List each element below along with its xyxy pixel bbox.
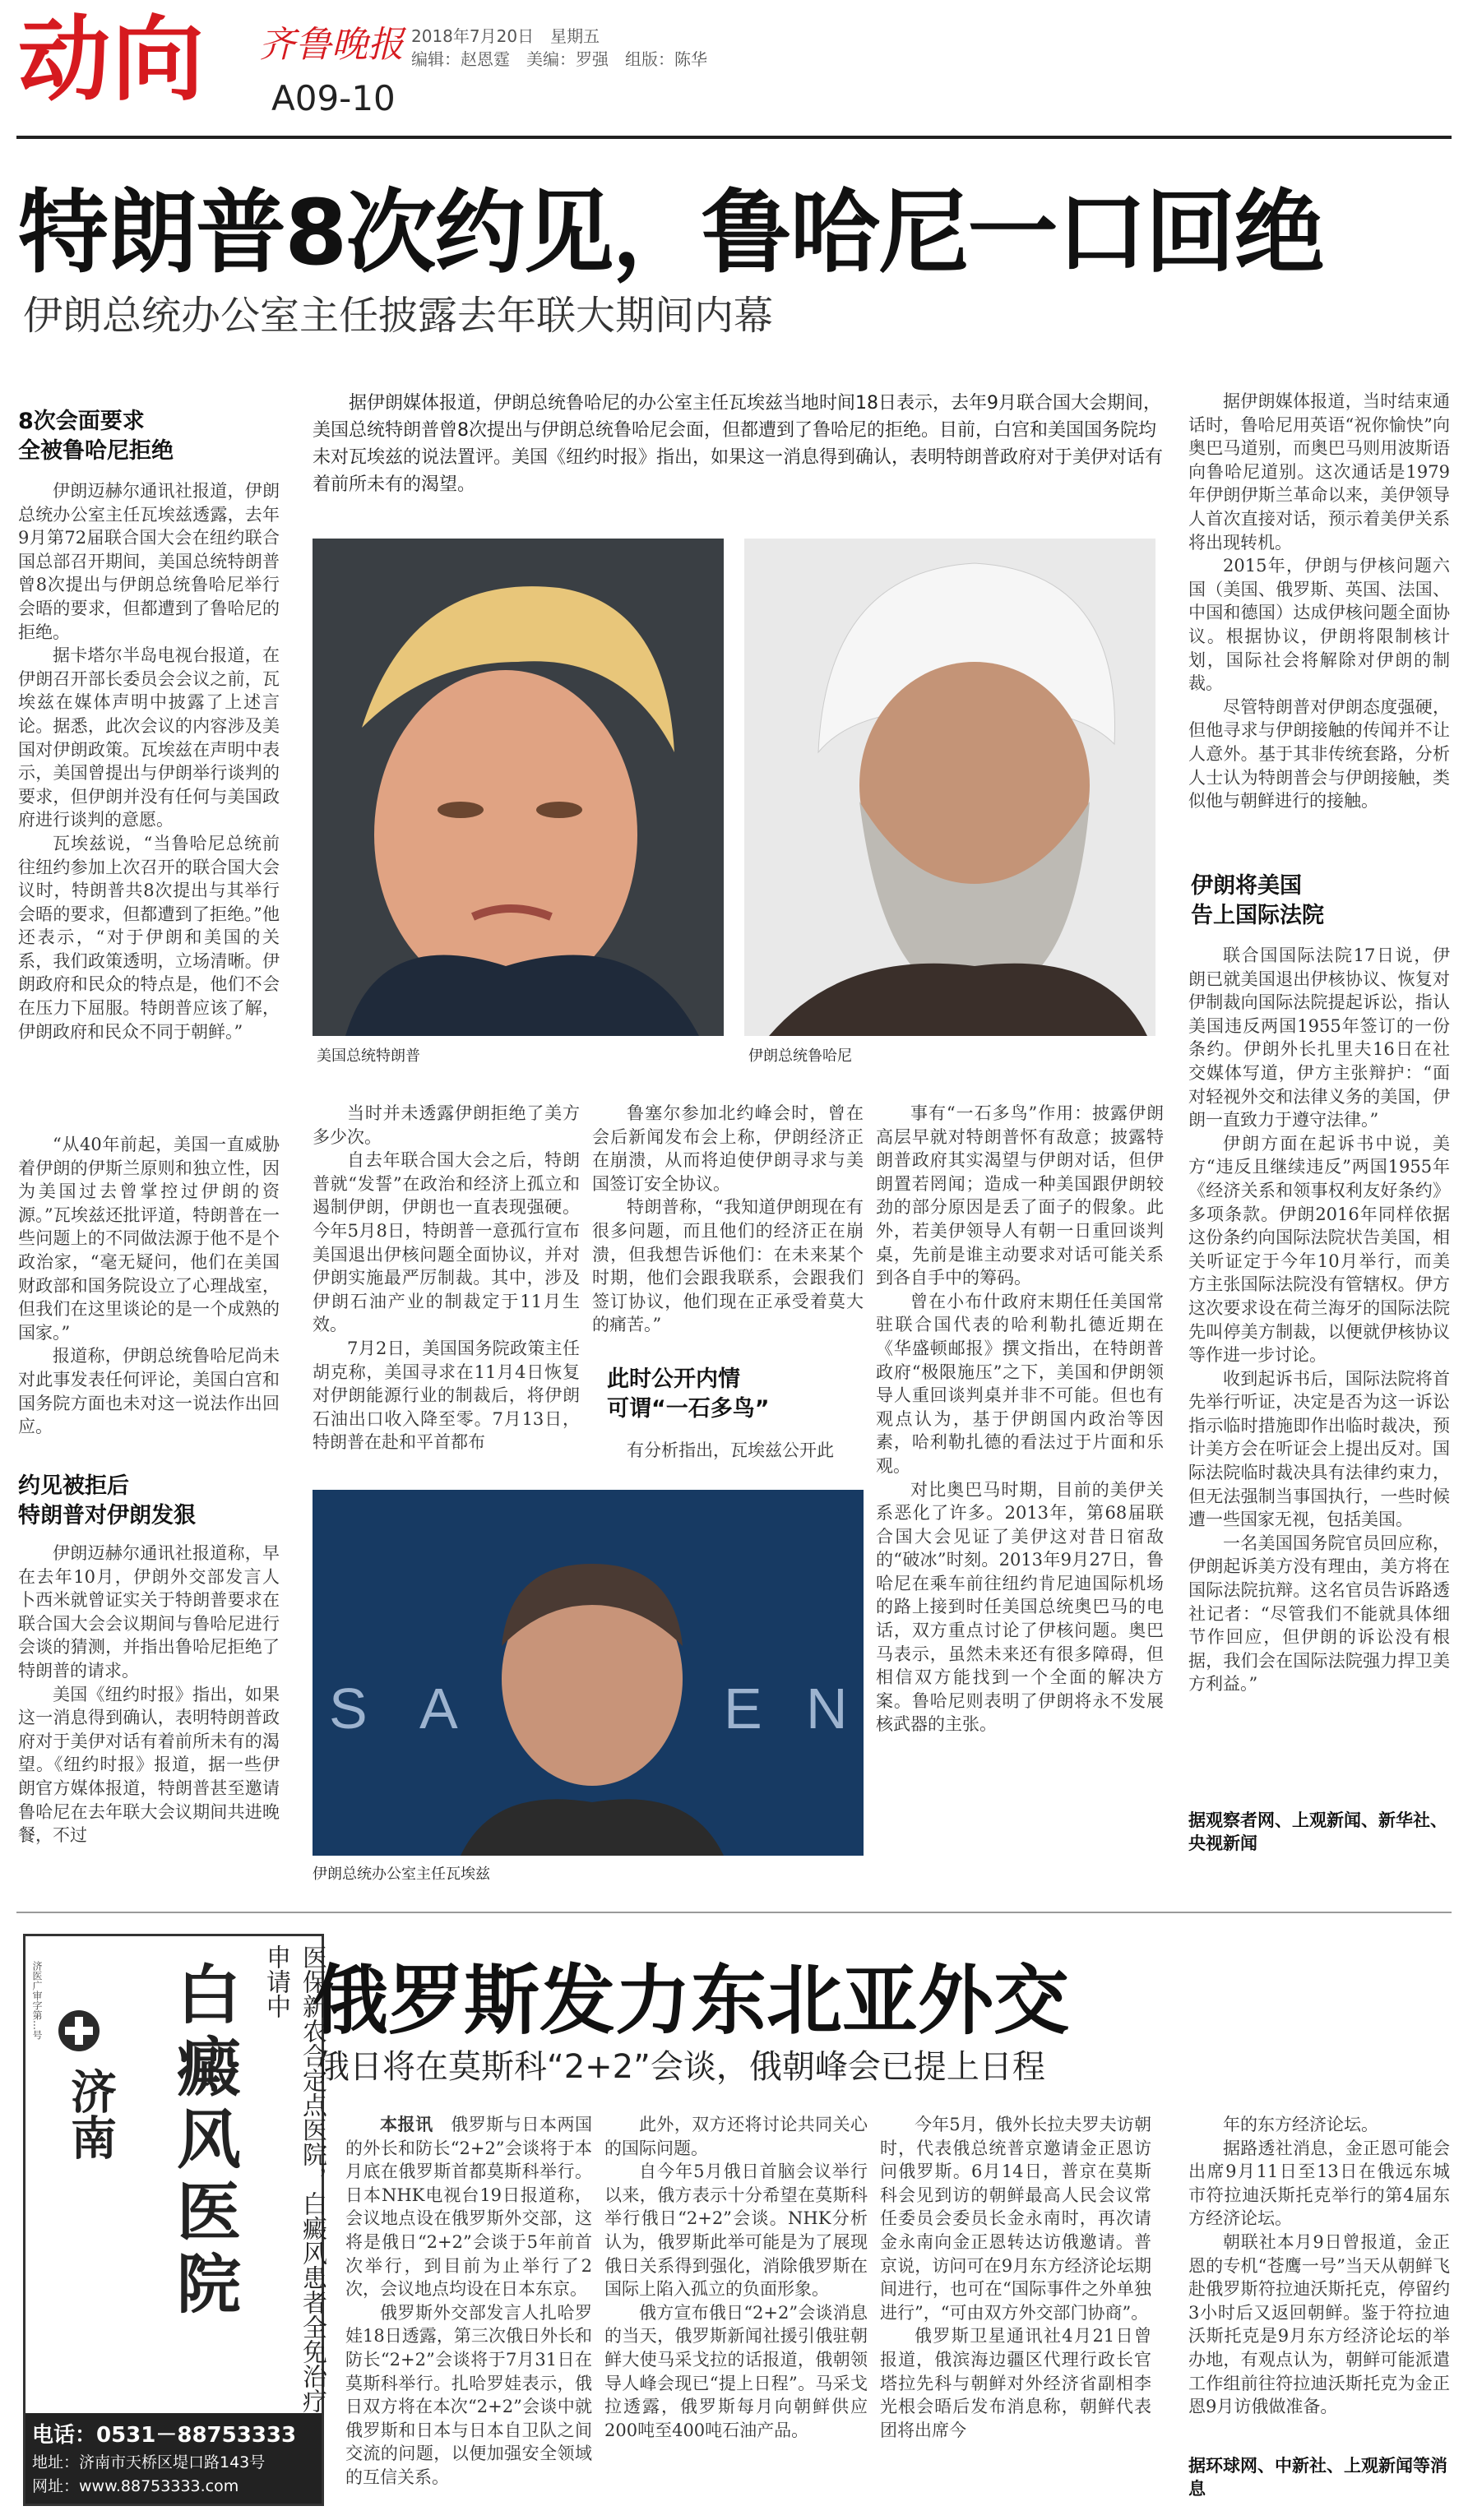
- main-subheadline: 伊朗总统办公室主任披露去年联大期间内幕: [23, 293, 774, 339]
- col1-subheading: [18, 407, 281, 466]
- ad-license-text: 济医广审字第…号: [31, 1961, 43, 2040]
- story2-col2: [604, 2113, 868, 2499]
- lead-text: 据伊朗媒体报道，伊朗总统鲁哈尼的办公室主任瓦埃兹当地时间18日表示，去年9月联合国大会期间，美国总统特朗普曾8次提出与伊朗总统鲁哈尼会面，但都遭到了鲁哈尼的拒绝。目前，白宫和美国国务院均未对瓦埃兹的说法置评。美国《纽约时报》指出，如果这一消息得到确认，表明特朗普政府对于美伊对话有着前所未有的渴望。: [313, 393, 1164, 495]
- vaezi-portrait: [313, 1490, 864, 1856]
- svg-text:N: N: [806, 1676, 848, 1741]
- section-title: 动向: [18, 7, 206, 113]
- paragraph: 报道称，伊朗总统鲁哈尼尚未对此事发表任何评论，美国白宫和国务院方面也未对这一说法作出回应。: [18, 1346, 280, 1437]
- svg-text:S: S: [329, 1676, 368, 1741]
- col1-subheading-line2: 全被鲁哈尼拒绝: [18, 438, 174, 464]
- paragraph: 据伊朗媒体报道，当时结束通话时，鲁哈尼用英语“祝你愉快”向奥巴马道别，而奥巴马则用波斯语向鲁哈尼道别。这次通话是1979年伊朗伊斯兰革命以来，美伊领导人首次直接对话，预示着美伊关系将出现转机。: [1188, 391, 1450, 553]
- rouhani-portrait: [744, 539, 1155, 1036]
- paragraph-text: 俄罗斯与日本两国的外长和防长“2+2”会谈将于本月底在俄罗斯首都莫斯科举行。日本NHK电视台19日报道称，会议地点设在俄罗斯外交部，这将是俄日“2+2”会谈于5年前首次举行，到目前为止举行了2次，会议地点均设在日本东京。: [345, 2115, 592, 2300]
- paragraph: 对比奥巴马时期，目前的美伊关系恶化了许多。2013年，第68届联合国大会见证了美伊这对昔日宿敌的“破冰”时刻。2013年9月27日，鲁哈尼在乘车前往纽约肯尼迪国际机场的路上接到时任美国总统奥巴马的电话，双方重点讨论了伊核问题。奥巴马表示，虽然未来还有很多障碍，但相信双方能找到一个全面的解决方案。鲁哈尼则表明了伊朗将永不发展核武器的主张。: [876, 1479, 1164, 1735]
- header-rule: [16, 136, 1452, 139]
- col1-body-c: [18, 1542, 280, 1866]
- photo-rouhani: [744, 539, 1155, 1036]
- paragraph: 年的东方经济论坛。: [1223, 2115, 1378, 2134]
- col3-subheading-line2: 可谓“一石多鸟”: [607, 1396, 770, 1422]
- paragraph: 曾在小布什政府末期任任美国常驻联合国代表的哈利勒扎德近期在《华盛顿邮报》撰文指出，在特朗普政府“极限施压”之下，美国和伊朗领导人重回谈判桌并非不可能。但也有观点认为，基于伊朗国内政治等因素，哈利勒扎德的看法过于片面和乐观。: [876, 1291, 1164, 1476]
- section-divider: [16, 1912, 1452, 1913]
- paragraph: 此外，双方还将讨论共同关心的国际问题。: [604, 2115, 868, 2158]
- caption-trump: 美国总统特朗普: [317, 1047, 420, 1065]
- hospital-ad: [23, 1934, 324, 2506]
- col1-body-b: [18, 1133, 280, 1462]
- ad-phone: 电话：0531－88753333: [32, 2423, 297, 2448]
- paragraph: 俄罗斯外交部发言人扎哈罗娃18日透露，第三次俄日外长和防长“2+2”会谈将于7月31日在莫斯科举行。扎哈罗娃表示，俄日双方将在本次“2+2”会谈中就俄罗斯和日本与日本自卫队之间交流的问题，以便加强安全领域的互信关系。: [345, 2302, 592, 2487]
- col3-body: [592, 1102, 864, 1348]
- ad-license: [30, 1961, 44, 2421]
- paragraph: 据卡塔尔半岛电视台报道，在伊朗召开部长委员会会议之前，瓦埃兹在媒体声明中披露了上述言论。据悉，此次会议的内容涉及美国对伊朗政策。瓦埃兹在声明中表示，美国曾提出与伊朗举行谈判的要求，但伊朗并没有任何与美国政府进行谈判的意愿。: [18, 645, 280, 830]
- ad-address: 地址：济南市天桥区堤口路143号: [32, 2453, 266, 2471]
- newspaper-logo: 齐鲁晚报: [259, 24, 404, 66]
- photo-vaezi: [313, 1490, 864, 1856]
- col3-subheading-line1: 此时公开内情: [607, 1366, 740, 1392]
- ad-contact-panel: [25, 2413, 322, 2504]
- paragraph: [345, 2113, 592, 2301]
- col1-subheading-2: [18, 1472, 281, 1531]
- story1-source: 据观察者网、上观新闻、新华社、央视新闻: [1188, 1810, 1447, 1853]
- col3-subheading: [607, 1365, 870, 1424]
- staff-credits: 编辑：赵恩霆 美编：罗强 组版：陈华: [411, 49, 707, 69]
- story2-headline: 俄罗斯发力东北亚外交: [313, 1957, 1070, 2045]
- paragraph: 俄方宣布俄日“2+2”会谈消息的当天，俄罗斯新闻社援引俄驻朝鲜大使马采戈拉的话报道，俄朝领导人峰会现已“提上日程”。马采戈拉透露，俄罗斯每月向朝鲜供应200吨至400吨石油产品。: [604, 2302, 868, 2440]
- paragraph: “从40年前起，美国一直威胁着伊朗的伊斯兰原则和独立性，因为美国过去曾掌控过伊朗的资源。”瓦埃兹还批评道，特朗普在一些问题上的不同做法源于他不是个政治家，“毫无疑问，他们在美国财政部和国务院设立了心理战室，但我们在这里谈论的是一个成熟的国家。”: [18, 1135, 280, 1343]
- paragraph: 俄罗斯卫星通讯社4月21日曾报道，俄滨海边疆区代理行政长官塔拉先科与朝鲜对外经济省副相李光根会晤后发布消息称，朝鲜代表团将出席今: [880, 2326, 1151, 2440]
- main-headline: 特朗普8次约见，鲁哈尼一口回绝: [18, 180, 1323, 285]
- paragraph: 事有“一石多鸟”作用：披露伊朗高层早就对特朗普怀有敌意；披露特朗普政府其实渴望与伊朗对话，但伊朗置若罔闻；造成一种美国跟伊朗较劲的部分原因是丢了面子的假象。此外，若美伊领导人有朝一日重回谈判桌，先前是谁主动要求对话可能关系到各自手中的筹码。: [876, 1103, 1164, 1288]
- hospital-logo-icon: [58, 2010, 100, 2051]
- date: 2018年7月20日: [411, 26, 535, 46]
- paragraph: 伊朗方面在起诉书中说，美方“违反且继续违反”两国1955年《经济关系和领事权利友好条约》多项条款。伊朗2016年同样依据这份条约向国际法院状告美国，相关听证定于今年10月举行，而美方主张国际法院没有管辖权。伊方这次要求设在荷兰海牙的国际法院先叫停美方制裁，以便就伊核协议等作进一步讨论。: [1188, 1133, 1450, 1366]
- col1-subheading-line1: 8次会面要求: [18, 409, 145, 434]
- paragraph: 据路透社消息，金正恩可能会出席9月11日至13日在俄远东城市符拉迪沃斯托克举行的第4届东方经济论坛。: [1188, 2138, 1450, 2229]
- ad-website: 网址：www.88753333.com: [32, 2477, 239, 2495]
- paragraph: 伊朗迈赫尔通讯社报道，伊朗总统办公室主任瓦埃兹透露，去年9月第72届联合国大会在纽约联合国总部召开期间，美国总统特朗普曾8次提出与伊朗总统鲁哈尼举行会晤的要求，但都遭到了鲁哈尼的拒绝。: [18, 481, 280, 642]
- caption-vaezi: 伊朗总统办公室主任瓦埃兹: [313, 1866, 490, 1883]
- col1-subheading2-line2: 特朗普对伊朗发狠: [18, 1503, 196, 1528]
- paragraph: 自今年5月俄日首脑会议举行以来，俄方表示十分希望在莫斯科举行俄日“2+2”会谈。NHK分析认为，俄罗斯此举可能是为了展现俄日关系得到强化，消除俄罗斯在国际上陷入孤立的负面形象。: [604, 2162, 868, 2300]
- paragraph: 联合国国际法院17日说，伊朗已就美国退出伊核协议、恢复对伊制裁向国际法院提起诉讼，指认美国违反两国1955年签订的一份条约。伊朗外长扎里夫16日在社交媒体写道，伊方主张辩护：“面对轻视外交和法律义务的美国，伊朗一直致力于遵守法律。”: [1188, 946, 1450, 1131]
- weekday: 星期五: [550, 26, 600, 46]
- paragraph: 收到起诉书后，国际法院将首先举行听证，决定是否为这一诉讼指示临时措施即作出临时裁决，预计美方会在听证会上提出反对。国际法院临时裁决具有法律约束力，但无法强制当事国执行，一些时候遭一些国家无视，包括美国。: [1188, 1368, 1450, 1530]
- paragraph: 美国《纽约时报》指出，如果这一消息得到确认，表明特朗普政府对于美伊对话有着前所未有的渴望。《纽约时报》报道，据一些伊朗官方媒体报道，特朗普甚至邀请鲁哈尼在去年联大会议期间共进晚餐，不过: [18, 1684, 280, 1846]
- paragraph: 特朗普称，“我知道伊朗现在有很多问题，而且他们的经济正在崩溃，但我想告诉他们：在未来某个时期，他们会跟我联系，会跟我们签订协议，他们现在正承受着莫大的痛苦。”: [592, 1197, 864, 1335]
- dateline: [411, 23, 600, 47]
- col5-subheading-line1: 伊朗将美国: [1191, 873, 1302, 899]
- svg-text:E: E: [724, 1676, 762, 1741]
- story2-col3: [880, 2113, 1151, 2499]
- col2-body: [313, 1102, 580, 1480]
- paragraph: 伊朗迈赫尔通讯社报道称，早在去年10月，伊朗外交部发言人卜西米就曾证实关于特朗普要求在联合国大会会议期间与鲁哈尼进行会谈的猜测，并指出鲁哈尼拒绝了特朗普的请求。: [18, 1543, 280, 1681]
- story2-source: 据环球网、中新社、上观新闻等消息: [1188, 2455, 1447, 2499]
- ad-brand: 济南: [63, 2068, 117, 2160]
- page-number: A09-10: [271, 78, 396, 118]
- col1-subheading2-line1: 约见被拒后: [18, 1473, 129, 1499]
- paragraph: 2015年，伊朗与伊核问题六国（美国、俄罗斯、英国、法国、中国和德国）达成伊核问题全面协议。根据协议，伊朗将限制核计划，国际社会将解除对伊朗的制裁。: [1188, 556, 1450, 694]
- paragraph: 一名美国国务院官员回应称，伊朗起诉美方没有理由，美方将在国际法院抗辩。这名官员告诉路透社记者：“尽管我们不能就具体细节作回应，但伊朗的诉讼没有根据，我们会在国际法院强力捍卫美方利益。”: [1188, 1533, 1450, 1695]
- paragraph: 朝联社本月9日曾报道，金正恩的专机“苍鹰一号”当天从朝鲜飞赴俄罗斯符拉迪沃斯托克，停留约3小时后又返回朝鲜。鉴于符拉迪沃斯托克是9月东方经济论坛的举办地，有观点认为，朝鲜可能派遣工作组前往符拉迪沃斯托克为金正恩9月访俄做准备。: [1188, 2231, 1450, 2417]
- paragraph: 尽管特朗普对伊朗态度强硬，但他寻求与伊朗接触的传闻并不让人意外。基于其非传统套路，分析人士认为特朗普会与伊朗接触，类似他与朝鲜进行的接触。: [1188, 696, 1450, 811]
- caption-rouhani: 伊朗总统鲁哈尼: [748, 1047, 852, 1065]
- ad-vertical-slogan: 医保新农合定点医院，白癜风患者全免治疗申请中: [262, 1944, 326, 2413]
- trump-portrait: [313, 539, 724, 1036]
- paragraph: 今年5月，俄外长拉夫罗夫访朝时，代表俄总统普京邀请金正恩访问俄罗斯。6月14日，普京在莫斯科会见到访的朝鲜最高人民会议常任委员会委员长金永南时，再次请金永南向金正恩转达访俄邀请。普京说，访问可在9月东方经济论坛期间进行，也可在“国际事件之外单独进行”，“可由双方外交部门协商”。: [880, 2115, 1151, 2323]
- paragraph: 鲁塞尔参加北约峰会时，曾在会后新闻发布会上称，伊朗经济正在崩溃，从而将迫使伊朗寻求与美国签订安全协议。: [592, 1103, 864, 1194]
- col4-body: [876, 1102, 1164, 1870]
- byline: 本报讯: [380, 2114, 433, 2134]
- story2-col4: [1188, 2113, 1450, 2450]
- lead-paragraph: [313, 390, 1168, 513]
- paragraph: 7月2日，美国国务院政策主任胡克称，美国寻求在11月4日恢复对伊朗能源行业的制裁后，将伊朗石油出口收入降至零。7月13日，特朗普在赴和平首都布: [313, 1338, 580, 1453]
- photo-trump: [313, 539, 724, 1036]
- paragraph: 自去年联合国大会之后，特朗普就“发誓”在政治和经济上孤立和遏制伊朗，伊朗也一直表现强硬。今年5月8日，特朗普一意孤行宣布美国退出伊核问题全面协议，并对伊朗实施最严厉制裁。其中，涉及伊朗石油产业的制裁定于11月生效。: [313, 1150, 580, 1335]
- col3-tail: [592, 1439, 864, 1463]
- col5-subheading-line2: 告上国际法院: [1191, 903, 1324, 928]
- ad-hospital-name: 白癜风医院: [166, 1961, 240, 2323]
- story2-subheadline: 俄日将在莫斯科“2+2”会谈，俄朝峰会已提上日程: [317, 2048, 1045, 2086]
- col1-body-a: [18, 479, 280, 1126]
- svg-text:A: A: [419, 1676, 458, 1741]
- col5-body-a: [1188, 390, 1450, 867]
- story2-col1: [345, 2113, 592, 2499]
- paragraph: 瓦埃兹说，“当鲁哈尼总统前往纽约参加上次召开的联合国大会议时，特朗普共8次提出与其举行会晤的要求，但都遭到了拒绝。”他还表示，“对于伊朗和美国的关系，我们政策透明，立场清晰。伊朗政府和民众的特点是，他们不会在压力下屈服。特朗普应该了解，伊朗政府和民众不同于朝鲜。”: [18, 833, 280, 1042]
- paragraph: 当时并未透露伊朗拒绝了美方多少次。: [313, 1103, 580, 1147]
- col5-body-b: [1188, 944, 1450, 1806]
- paragraph: 有分析指出，瓦埃兹公开此: [627, 1440, 834, 1460]
- col5-subheading: [1191, 872, 1454, 931]
